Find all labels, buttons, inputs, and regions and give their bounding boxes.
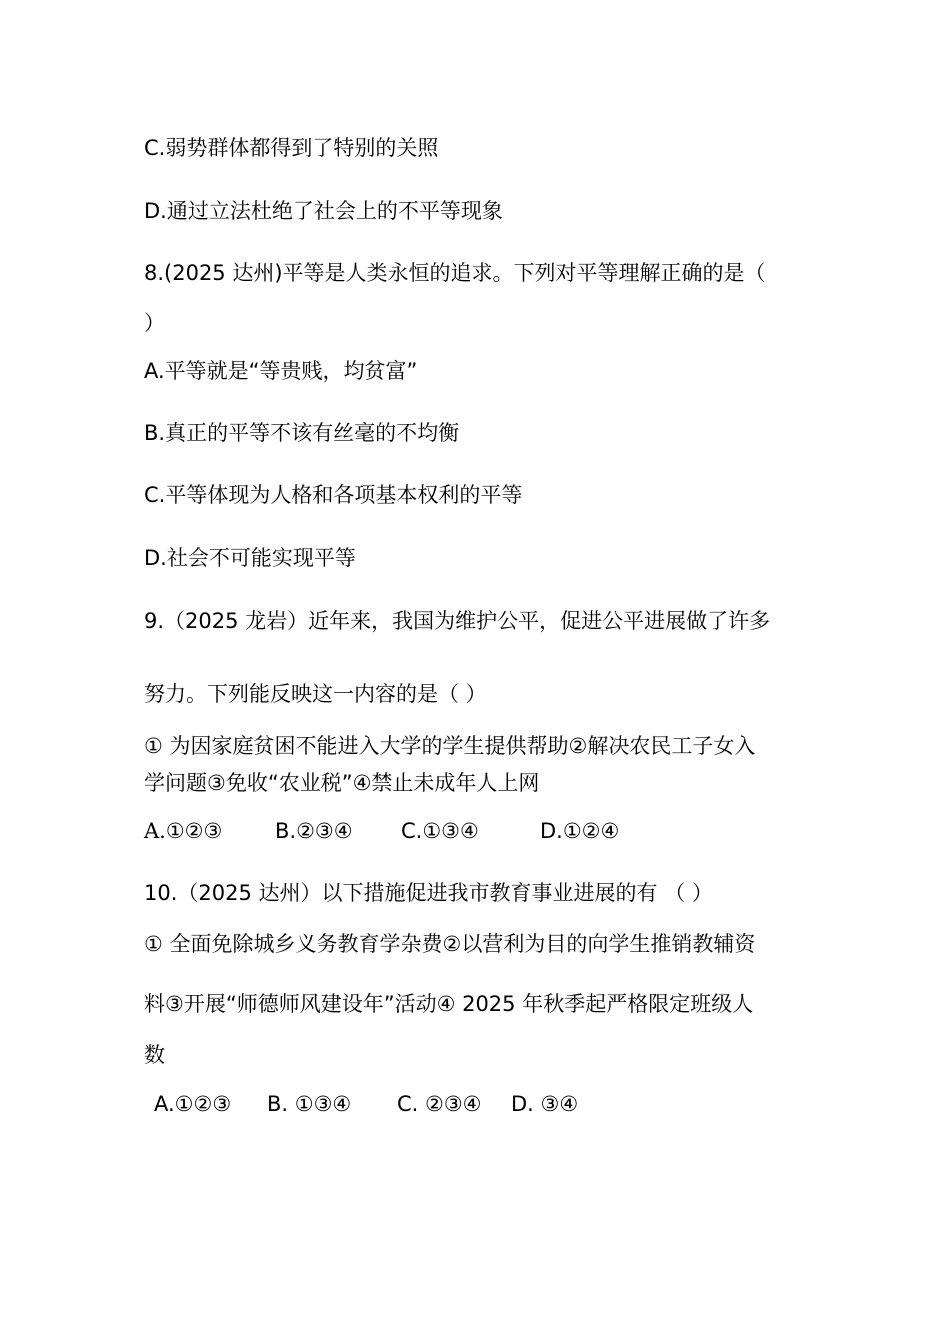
q8-option-d: D.社会不可能实现平等 [144, 546, 356, 570]
q10-statements-line-2: 料③开展“师德师风建设年”活动④ 2025 年秋季起严格限定班级人 [144, 992, 754, 1016]
q7-option-d: D.通过立法杜绝了社会上的不平等现象 [144, 199, 503, 223]
q9-statements-line-1: ① 为因家庭贫困不能进入大学的学生提供帮助②解决农民工子女入 [144, 734, 756, 758]
q10-option-a: A.①②③ [154, 1092, 232, 1116]
q8-option-b: B.真正的平等不该有丝毫的不均衡 [144, 421, 460, 445]
q9-option-c: C.①③④ [401, 819, 479, 843]
q10-statements-line-3: 数 [144, 1043, 165, 1067]
q9-stem-line-2: 努力。下列能反映这一内容的是（ ） [144, 682, 487, 706]
q10-stem: 10.（2025 达州）以下措施促进我市教育事业进展的有 （ ） [144, 881, 713, 905]
q10-options-row [144, 1090, 624, 1118]
q10-option-c: C. ②③④ [397, 1092, 482, 1116]
q9-options-row [144, 817, 664, 845]
q10-option-b: B. ①③④ [267, 1092, 352, 1116]
q9-option-a: A.①②③ [144, 819, 223, 843]
q9-stem-line-1: 9.（2025 龙岩）近年来，我国为维护公平，促进公平进展做了许多 [144, 609, 771, 633]
q9-statements-line-2: 学问题③免收“农业税”④禁止未成年人上网 [144, 771, 540, 795]
q7-option-c: C.弱势群体都得到了特别的关照 [144, 136, 439, 160]
q8-option-c: C.平等体现为人格和各项基本权利的平等 [144, 483, 523, 507]
q10-option-d: D. ③④ [511, 1092, 579, 1116]
q8-stem-line-2: ） [144, 311, 165, 335]
q8-stem-line-1: 8.(2025 达州)平等是人类永恒的追求。下列对平等理解正确的是（ [144, 261, 766, 285]
q10-statements-line-1: ① 全面免除城乡义务教育学杂费②以营利为目的向学生推销教辅资 [144, 932, 756, 956]
q8-option-a: A.平等就是“等贵贱，均贫富” [144, 359, 418, 383]
q9-option-b: B.②③④ [275, 819, 353, 843]
q9-option-d: D.①②④ [540, 819, 620, 843]
